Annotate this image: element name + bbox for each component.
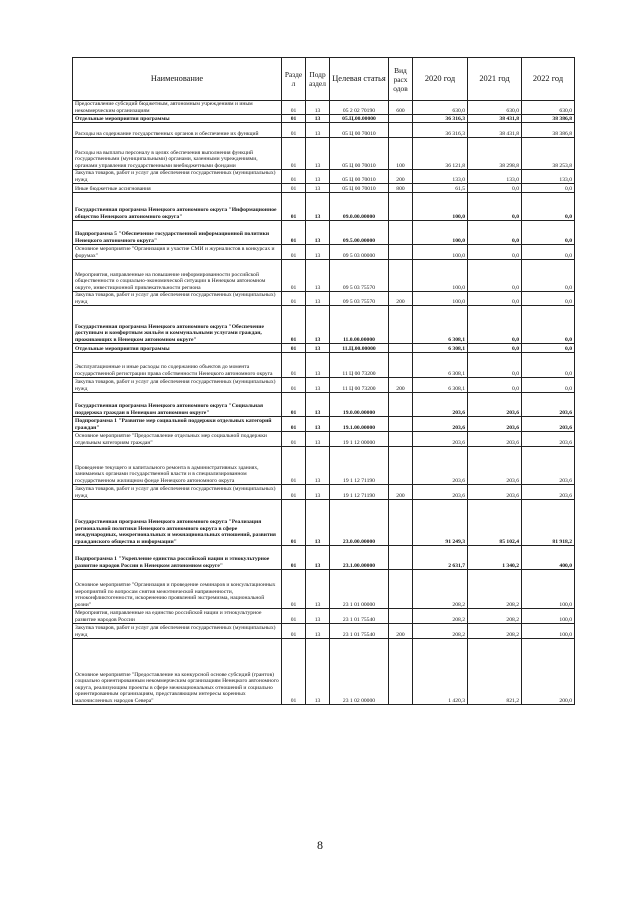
row-subsection: 13 [306, 353, 330, 378]
row-subsection: 13 [306, 101, 330, 115]
row-expense-type [389, 115, 413, 123]
row-target-code: 23 1 01 75540 [330, 624, 389, 639]
row-amount-2021: 203,6 [468, 432, 522, 447]
row-amount-2021: 0,0 [468, 221, 522, 245]
row-section: 01 [282, 609, 306, 624]
row-amount-2021: 0,0 [468, 193, 522, 221]
row-target-code: 23 1 01 00000 [330, 570, 389, 609]
row-name: Закупка товаров, работ и услуг для обеспечения государственных (муниципальных) нужд [73, 485, 282, 500]
row-expense-type: 200 [389, 292, 413, 306]
row-expense-type [389, 193, 413, 221]
row-amount-2021: 1 340,2 [468, 546, 522, 570]
row-amount-2020: 91 249,3 [413, 500, 468, 546]
row-target-code: 05 Ц 00 70010 [330, 123, 389, 138]
row-amount-2021: 0,0 [468, 260, 522, 292]
row-amount-2022: 630,0 [522, 101, 575, 115]
row-amount-2021: 203,6 [468, 447, 522, 485]
table-row [73, 193, 575, 221]
row-amount-2022: 400,0 [522, 546, 575, 570]
row-subsection: 13 [306, 378, 330, 393]
table-header-row [73, 58, 575, 101]
row-name: Мероприятия, направленные на единство российской нации и этнокультурное развитие народов России [73, 609, 282, 624]
row-amount-2021: 85 102,4 [468, 500, 522, 546]
row-name: Иные бюджетные ассигнования [73, 184, 282, 193]
row-expense-type [389, 432, 413, 447]
row-subsection: 13 [306, 221, 330, 245]
table-row [73, 639, 575, 705]
row-name: Мероприятия, направленные на повышение информированности российской общественности о социально-экономической ситуации в Ненецком автономном округе, инвестиционной привлекательности региона [73, 260, 282, 292]
row-amount-2020: 203,6 [413, 417, 468, 432]
row-subsection: 13 [306, 485, 330, 500]
row-section: 01 [282, 306, 306, 344]
row-amount-2021: 0,0 [468, 292, 522, 306]
row-amount-2022: 38 253,8 [522, 138, 575, 170]
row-target-code: 05.Ц.00.00000 [330, 115, 389, 123]
row-subsection: 13 [306, 170, 330, 184]
header-type: Вид расх одов [389, 58, 413, 101]
row-subsection: 13 [306, 639, 330, 705]
table-row [73, 353, 575, 378]
row-section: 01 [282, 101, 306, 115]
table-row [73, 393, 575, 417]
header-section: Разде л [282, 58, 306, 101]
row-amount-2022: 200,0 [522, 639, 575, 705]
row-amount-2020: 1 420,3 [413, 639, 468, 705]
row-amount-2020: 36 316,3 [413, 123, 468, 138]
header-2021: 2021 год [468, 58, 522, 101]
row-section: 01 [282, 546, 306, 570]
row-name: Государственная программа Ненецкого автономного округа "Реализация региональной политики Ненецкого автономного округа в сфере международных, межрегиональных и межнациональных отношений, развития гражданского общества и информации" [73, 500, 282, 546]
table-row [73, 245, 575, 260]
row-section: 01 [282, 624, 306, 639]
row-subsection: 13 [306, 245, 330, 260]
row-amount-2022: 0,0 [522, 184, 575, 193]
row-expense-type [389, 306, 413, 344]
row-amount-2020: 2 631,7 [413, 546, 468, 570]
row-subsection: 13 [306, 447, 330, 485]
row-amount-2021: 0,0 [468, 378, 522, 393]
row-subsection: 13 [306, 306, 330, 344]
row-expense-type [389, 417, 413, 432]
row-amount-2021: 0,0 [468, 353, 522, 378]
row-subsection: 13 [306, 292, 330, 306]
row-name: Основное мероприятие "Организация и проведение семинаров и консультационных мероприятий по вопросам снятия межэтнической напряженности, этноконфликтогенности, искоренению проявлений экстремизма, национальной розни" [73, 570, 282, 609]
row-amount-2022: 0,0 [522, 221, 575, 245]
row-amount-2021: 0,0 [468, 344, 522, 353]
table-row [73, 306, 575, 344]
row-expense-type [389, 260, 413, 292]
row-section: 01 [282, 245, 306, 260]
row-section: 01 [282, 138, 306, 170]
row-subsection: 13 [306, 609, 330, 624]
row-target-code: 19.0.00.00000 [330, 393, 389, 417]
row-subsection: 13 [306, 115, 330, 123]
row-subsection: 13 [306, 138, 330, 170]
row-section: 01 [282, 378, 306, 393]
row-name: Подпрограмма 1 "Укрепление единства российской нации и этнокультурное развитие народов России в Ненецком автономном округе" [73, 546, 282, 570]
row-amount-2022: 0,0 [522, 378, 575, 393]
row-amount-2020: 6 308,1 [413, 306, 468, 344]
row-amount-2020: 630,0 [413, 101, 468, 115]
row-section: 01 [282, 353, 306, 378]
row-expense-type: 800 [389, 184, 413, 193]
table-row [73, 221, 575, 245]
row-amount-2020: 6 308,1 [413, 353, 468, 378]
row-name: Государственная программа Ненецкого автономного округа "Информационное общество Ненецкого автономного округа" [73, 193, 282, 221]
row-target-code: 19.1.00.00000 [330, 417, 389, 432]
row-amount-2022: 203,6 [522, 432, 575, 447]
row-amount-2022: 0,0 [522, 292, 575, 306]
row-name: Государственная программа Ненецкого автономного округа "Социальная поддержка граждан в Ненецком автономном округе" [73, 393, 282, 417]
row-amount-2020: 6 308,1 [413, 378, 468, 393]
header-name: Наименование [73, 58, 282, 101]
row-expense-type: 100 [389, 138, 413, 170]
table-row [73, 447, 575, 485]
row-amount-2021: 203,6 [468, 485, 522, 500]
row-name: Основное мероприятие "Предоставление на конкурсной основе субсидий (грантов) социально ориентированным некоммерческим организациям Ненецкого автономного округа, реализующим проекты в сфере межнациональных отношений и социально ориентированным организациям, представляющим интересы коренных малочисленных народов Севера" [73, 639, 282, 705]
row-expense-type [389, 221, 413, 245]
row-name: Подпрограмма 1 "Развитие мер социальной поддержки отдельных категорий граждан" [73, 417, 282, 432]
row-amount-2020: 100,0 [413, 245, 468, 260]
row-expense-type: 200 [389, 485, 413, 500]
row-expense-type [389, 447, 413, 485]
row-expense-type: 200 [389, 378, 413, 393]
row-amount-2020: 100,0 [413, 260, 468, 292]
row-amount-2022: 0,0 [522, 353, 575, 378]
row-section: 01 [282, 260, 306, 292]
row-section: 01 [282, 639, 306, 705]
row-expense-type [389, 609, 413, 624]
row-amount-2022: 38 386,8 [522, 115, 575, 123]
row-target-code: 09 5 03 00000 [330, 245, 389, 260]
row-amount-2021: 133,0 [468, 170, 522, 184]
row-target-code: 09.0.00.00000 [330, 193, 389, 221]
row-section: 01 [282, 344, 306, 353]
header-target: Целевая статья [330, 58, 389, 101]
table-row [73, 570, 575, 609]
row-expense-type [389, 500, 413, 546]
table-row [73, 500, 575, 546]
header-2022: 2022 год [522, 58, 575, 101]
table-body [73, 101, 575, 705]
header-subsection: Подр аздел [306, 58, 330, 101]
row-expense-type: 600 [389, 101, 413, 115]
row-expense-type [389, 123, 413, 138]
row-amount-2021: 38 298,8 [468, 138, 522, 170]
row-expense-type [389, 393, 413, 417]
row-target-code: 23.0.00.00000 [330, 500, 389, 546]
row-subsection: 13 [306, 184, 330, 193]
row-expense-type [389, 639, 413, 705]
row-name: Государственная программа Ненецкого автономного округа "Обеспечение доступным и комфортным жильём и коммунальными услугами граждан, проживающих в Ненецком автономном округе" [73, 306, 282, 344]
row-subsection: 13 [306, 432, 330, 447]
row-subsection: 13 [306, 123, 330, 138]
row-amount-2022: 203,6 [522, 447, 575, 485]
row-subsection: 13 [306, 570, 330, 609]
row-amount-2022: 100,0 [522, 570, 575, 609]
row-amount-2022: 0,0 [522, 344, 575, 353]
row-name: Закупка товаров, работ и услуг для обеспечения государственных (муниципальных) нужд [73, 292, 282, 306]
row-name: Отдельные мероприятия программы [73, 115, 282, 123]
row-section: 01 [282, 485, 306, 500]
row-target-code: 19 1 12 71190 [330, 485, 389, 500]
row-subsection: 13 [306, 500, 330, 546]
row-amount-2021: 38 431,8 [468, 115, 522, 123]
row-amount-2021: 0,0 [468, 306, 522, 344]
row-expense-type [389, 353, 413, 378]
table-row [73, 115, 575, 123]
row-amount-2021: 630,0 [468, 101, 522, 115]
row-amount-2020: 203,6 [413, 447, 468, 485]
row-amount-2020: 36 121,8 [413, 138, 468, 170]
row-name: Подпрограмма 5 "Обеспечение государственной информационной политики Ненецкого автономного округа" [73, 221, 282, 245]
row-amount-2021: 203,6 [468, 393, 522, 417]
row-target-code: 05 Ц 00 70010 [330, 170, 389, 184]
table-row [73, 417, 575, 432]
row-amount-2021: 0,0 [468, 245, 522, 260]
row-target-code: 11.Ц.00.00000 [330, 344, 389, 353]
table-row [73, 624, 575, 639]
row-name: Проведение текущего и капитального ремонта в административных зданиях, занимаемых органами государственной власти и в специализированном государственном жилищном фонде Ненецкого автономного округа [73, 447, 282, 485]
row-amount-2020: 100,0 [413, 193, 468, 221]
row-section: 01 [282, 193, 306, 221]
row-expense-type: 200 [389, 624, 413, 639]
table-row [73, 138, 575, 170]
row-expense-type: 200 [389, 170, 413, 184]
row-subsection: 13 [306, 344, 330, 353]
row-name: Закупка товаров, работ и услуг для обеспечения государственных (муниципальных) нужд [73, 378, 282, 393]
row-expense-type [389, 570, 413, 609]
table-row [73, 101, 575, 115]
row-target-code: 11.0.00.00000 [330, 306, 389, 344]
row-name: Отдельные мероприятия программы [73, 344, 282, 353]
row-expense-type [389, 546, 413, 570]
budget-table [72, 57, 575, 705]
row-amount-2020: 100,0 [413, 221, 468, 245]
row-target-code: 19 1 12 00000 [330, 432, 389, 447]
row-name: Расходы на выплаты персоналу в целях обеспечения выполнения функций государственными (муниципальными) органами, казенными учреждениями, органами управления государственными внебюджетными фондами [73, 138, 282, 170]
row-amount-2020: 208,2 [413, 609, 468, 624]
row-section: 01 [282, 170, 306, 184]
row-section: 01 [282, 432, 306, 447]
row-amount-2021: 208,2 [468, 570, 522, 609]
row-amount-2020: 203,6 [413, 393, 468, 417]
table-row [73, 292, 575, 306]
row-target-code: 09 5 03 75570 [330, 292, 389, 306]
row-section: 01 [282, 184, 306, 193]
row-amount-2021: 38 431,8 [468, 123, 522, 138]
row-amount-2020: 203,6 [413, 485, 468, 500]
row-name: Закупка товаров, работ и услуг для обеспечения государственных (муниципальных) нужд [73, 170, 282, 184]
row-target-code: 23.1.00.00000 [330, 546, 389, 570]
row-subsection: 13 [306, 260, 330, 292]
table-row [73, 344, 575, 353]
row-section: 01 [282, 292, 306, 306]
table-row [73, 378, 575, 393]
row-target-code: 23 1 01 75540 [330, 609, 389, 624]
row-name: Расходы на содержание государственных органов и обеспечение их функций [73, 123, 282, 138]
row-subsection: 13 [306, 546, 330, 570]
row-amount-2020: 36 316,3 [413, 115, 468, 123]
row-target-code: 11 Ц 00 73200 [330, 378, 389, 393]
row-target-code: 05 2 02 70190 [330, 101, 389, 115]
page-number: 8 [317, 838, 323, 852]
row-name: Эксплуатационные и иные расходы по содержанию объектов до момента государственной регистрации права собственности Ненецкого автономного округа [73, 353, 282, 378]
row-amount-2020: 61,5 [413, 184, 468, 193]
row-amount-2022: 0,0 [522, 306, 575, 344]
row-target-code: 09 5 03 75570 [330, 260, 389, 292]
row-amount-2021: 821,2 [468, 639, 522, 705]
row-amount-2020: 203,6 [413, 432, 468, 447]
table-row [73, 170, 575, 184]
table-row [73, 184, 575, 193]
row-amount-2022: 203,6 [522, 417, 575, 432]
row-section: 01 [282, 115, 306, 123]
row-target-code: 11 Ц 00 73200 [330, 353, 389, 378]
row-name: Предоставление субсидий бюджетным, автономным учреждениям и иным некоммерческим организациям [73, 101, 282, 115]
row-expense-type [389, 344, 413, 353]
row-subsection: 13 [306, 393, 330, 417]
row-amount-2022: 133,0 [522, 170, 575, 184]
row-amount-2022: 203,6 [522, 485, 575, 500]
row-subsection: 13 [306, 624, 330, 639]
row-amount-2022: 81 918,2 [522, 500, 575, 546]
table-row [73, 609, 575, 624]
row-section: 01 [282, 221, 306, 245]
row-amount-2022: 38 386,8 [522, 123, 575, 138]
header-2020: 2020 год [413, 58, 468, 101]
row-name: Основное мероприятие "Предоставление отдельных мер социальной поддержки отдельным категориям граждан" [73, 432, 282, 447]
row-amount-2021: 208,2 [468, 609, 522, 624]
row-subsection: 13 [306, 417, 330, 432]
row-target-code: 05 Ц 00 70010 [330, 184, 389, 193]
row-section: 01 [282, 447, 306, 485]
row-amount-2022: 203,6 [522, 393, 575, 417]
row-target-code: 05 Ц 00 70010 [330, 138, 389, 170]
table-row [73, 260, 575, 292]
row-target-code: 23 1 02 00000 [330, 639, 389, 705]
table-row [73, 546, 575, 570]
row-subsection: 13 [306, 193, 330, 221]
row-section: 01 [282, 417, 306, 432]
row-amount-2021: 208,2 [468, 624, 522, 639]
row-section: 01 [282, 570, 306, 609]
row-amount-2021: 203,6 [468, 417, 522, 432]
row-amount-2020: 208,2 [413, 570, 468, 609]
row-section: 01 [282, 500, 306, 546]
row-amount-2022: 100,0 [522, 609, 575, 624]
row-amount-2022: 0,0 [522, 260, 575, 292]
row-amount-2021: 0,0 [468, 184, 522, 193]
row-amount-2022: 100,0 [522, 624, 575, 639]
row-target-code: 19 1 12 71190 [330, 447, 389, 485]
row-section: 01 [282, 393, 306, 417]
row-amount-2020: 133,0 [413, 170, 468, 184]
row-amount-2022: 0,0 [522, 245, 575, 260]
row-expense-type [389, 245, 413, 260]
row-amount-2022: 0,0 [522, 193, 575, 221]
table-row [73, 485, 575, 500]
row-amount-2020: 6 308,1 [413, 344, 468, 353]
row-target-code: 09.5.00.00000 [330, 221, 389, 245]
row-name: Основное мероприятие "Организация и участие СМИ и журналистов в конкурсах и форумах" [73, 245, 282, 260]
row-name: Закупка товаров, работ и услуг для обеспечения государственных (муниципальных) нужд [73, 624, 282, 639]
row-amount-2020: 208,2 [413, 624, 468, 639]
row-amount-2020: 100,0 [413, 292, 468, 306]
row-section: 01 [282, 123, 306, 138]
table-row [73, 123, 575, 138]
table-row [73, 432, 575, 447]
